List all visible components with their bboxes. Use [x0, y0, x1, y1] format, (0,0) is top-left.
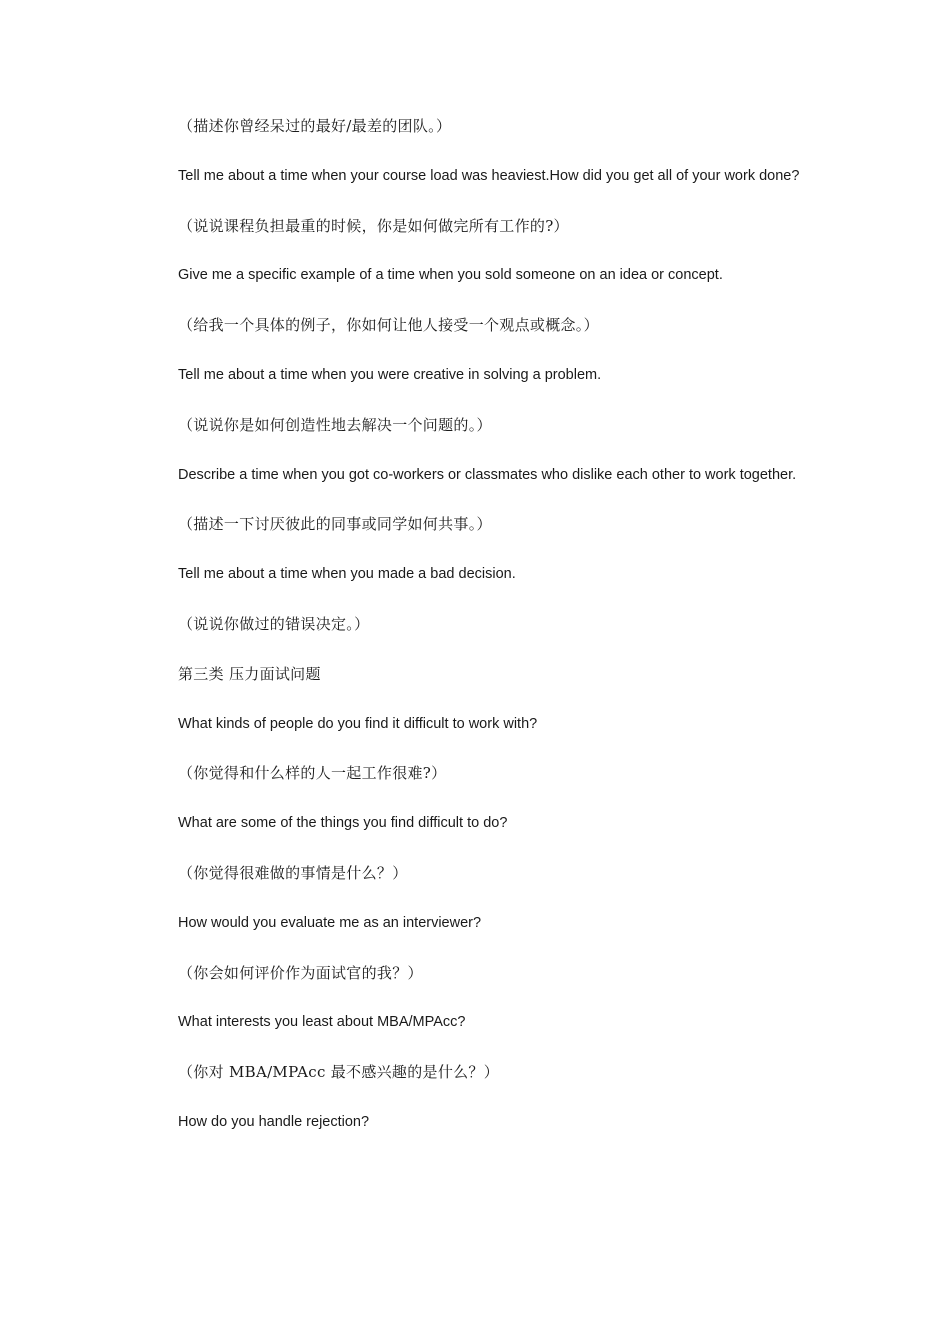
paragraph-cn-course-load: （说说课程负担最重的时候，你是如何做完所有工作的?）	[178, 216, 569, 235]
paragraph-en-evaluate-interviewer: How would you evaluate me as an interviewer?	[178, 914, 482, 931]
paragraph-cn-creative-solving: （说说你是如何创造性地去解决一个问题的。）	[178, 415, 492, 434]
paragraph-cn-least-interest: （你对 MBA/MPAcc 最不感兴趣的是什么？）	[178, 1063, 500, 1082]
paragraph-cn-difficult-people: （你觉得和什么样的人一起工作很难?）	[178, 764, 447, 783]
paragraph-en-difficult-things: What are some of the things you find difficult to do?	[178, 815, 508, 832]
paragraph-cn-best-worst-team: （描述你曾经呆过的最好/最差的团队。）	[178, 117, 452, 135]
document-body	[144, 114, 806, 1160]
paragraph-en-sold-idea: Give me a specific example of a time when you sold someone on an idea or concept.	[178, 267, 723, 284]
section-heading-stress-questions: 第三类 压力面试问题	[178, 664, 321, 683]
paragraph-en-course-load: Tell me about a time when your course load was heaviest.How did you get all of your work done?	[178, 167, 800, 184]
paragraph-cn-coworkers: （描述一下讨厌彼此的同事或同学如何共事。）	[178, 515, 492, 534]
paragraph-en-rejection: How do you handle rejection?	[178, 1113, 370, 1130]
paragraph-cn-bad-decision: （说说你做过的错误决定。）	[178, 614, 370, 633]
paragraph-cn-evaluate-interviewer: （你会如何评价作为面试官的我？）	[178, 963, 423, 982]
paragraph-en-difficult-people: What kinds of people do you find it difficult to work with?	[178, 715, 538, 732]
paragraph-en-bad-decision: Tell me about a time when you made a bad decision.	[178, 566, 516, 583]
paragraph-cn-sold-idea: （给我一个具体的例子，你如何让他人接受一个观点或概念。）	[178, 316, 599, 335]
paragraph-cn-difficult-things: （你觉得很难做的事情是什么？）	[178, 863, 408, 882]
paragraph-en-least-interest: What interests you least about MBA/MPAcc?	[178, 1014, 466, 1031]
paragraph-en-coworkers: Describe a time when you got co-workers or classmates who dislike each other to work together.	[178, 466, 797, 483]
paragraph-en-creative-solving: Tell me about a time when you were creative in solving a problem.	[178, 366, 602, 383]
